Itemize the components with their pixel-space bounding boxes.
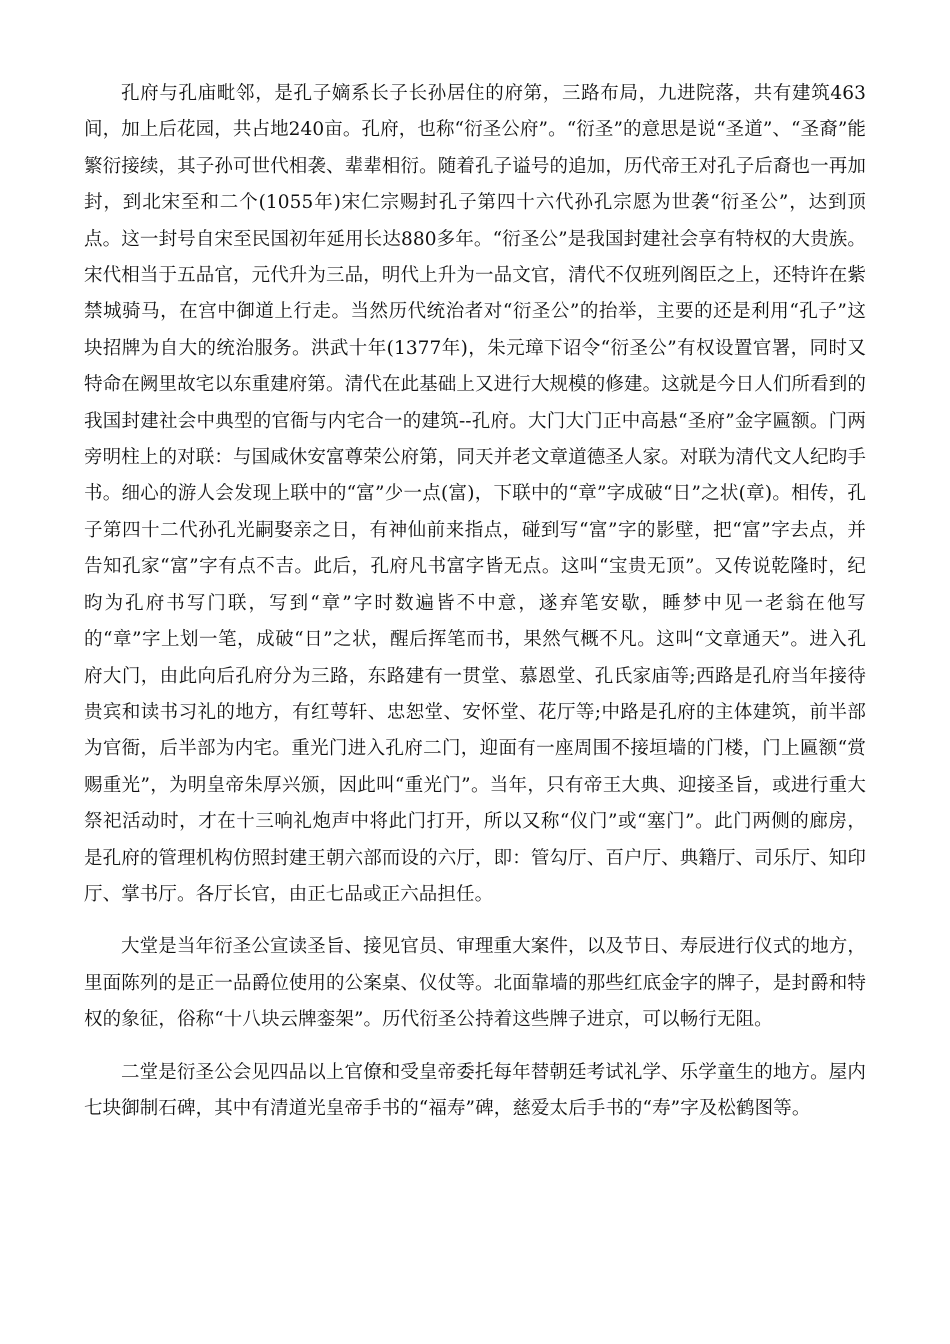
paragraph-second-hall: 二堂是衍圣公会见四品以上官僚和受皇帝委托每年替朝廷考试礼学、乐学童生的地方。屋内七块御制石碑，其中有清道光皇帝手书的“福寿”碑，慈爱太后手书的“寿”字及松鹤图等。 [84, 1061, 866, 1119]
paragraph-main-hall: 大堂是当年衍圣公宣读圣旨、接见官员、审理重大案件，以及节日、寿辰进行仪式的地方，里面陈列的是正一品爵位使用的公案桌、仪仗等。北面靠墙的那些红底金字的牌子，是封爵和特权的象征，俗称“十八块云牌銮架”。历代衍圣公持着这些牌子进京，可以畅行无阻。 [84, 936, 866, 1031]
paragraph-kongfu-overview: 孔府与孔庙毗邻，是孔子嫡系长子长孙居住的府第，三路布局，九进院落，共有建筑463间，加上后花园，共占地240亩。孔府，也称“衍圣公府”。“衍圣”的意思是说“圣道”、“圣裔”能繁衍接续，其子孙可世代相袭、辈辈相衍。随着孔子谥号的追加，历代帝王对孔子后裔也一再加封，到北宋至和二个(1055年)宋仁宗赐封孔子第四十六代孙孔宗愿为世袭“衍圣公”，达到顶点。这一封号自宋至民国初年延用长达880多年。“衍圣公”是我国封建社会享有特权的大贵族。宋代相当于五品官，元代升为三品，明代上升为一品文官，清代不仅班列阁臣之上，还特许在紫禁城骑马，在宫中御道上行走。当然历代统治者对“衍圣公”的抬举，主要的还是利用“孔子”这块招牌为自大的统治服务。洪武十年(1377年)，朱元璋下诏令“衍圣公”有权设置官署，同时又特命在阙里故宅以东重建府第。清代在此基础上又进行大规模的修建。这就是今日人们所看到的我国封建社会中典型的官衙与内宅合一的建筑--孔府。大门大门正中高悬“圣府”金字匾额。门两旁明柱上的对联：与国咸休安富尊荣公府第，同天并老文章道德圣人家。对联为清代文人纪昀手书。细心的游人会发现上联中的“富”少一点(富)，下联中的“章”字成破“日”之状(章)。相传，孔子第四十二代孙孔光嗣娶亲之日，有神仙前来指点，碰到写“富”字的影壁，把“富”字去点，并告知孔家“富”字有点不吉。此后，孔府凡书富字皆无点。这叫“宝贵无顶”。又传说乾隆时，纪昀为孔府书写门联，写到“章”字时数遍皆不中意，遂弃笔安歇，睡梦中见一老翁在他写的“章”字上划一笔，成破“日”之状，醒后挥笔而书，果然气概不凡。这叫“文章通天”。进入孔府大门，由此向后孔府分为三路，东路建有一贯堂、慕恩堂、孔氏家庙等;西路是孔府当年接待贵宾和读书习礼的地方，有红萼轩、忠恕堂、安怀堂、花厅等;中路是孔府的主体建筑，前半部为官衙，后半部为内宅。重光门进入孔府二门，迎面有一座周围不接垣墙的门楼，门上匾额“赏赐重光”，为明皇帝朱厚兴颁，因此叫“重光门”。当年，只有帝王大典、迎接圣旨，或进行重大祭祀活动时，才在十三响礼炮声中将此门打开，所以又称“仪门”或“塞门”。此门两侧的廊房，是孔府的管理机构仿照封建王朝六部而设的六厅，即：管勾厅、百户厅、典籍厅、司乐厅、知印厅、掌书厅。各厅长官，由正七品或正六品担任。 [84, 83, 866, 905]
